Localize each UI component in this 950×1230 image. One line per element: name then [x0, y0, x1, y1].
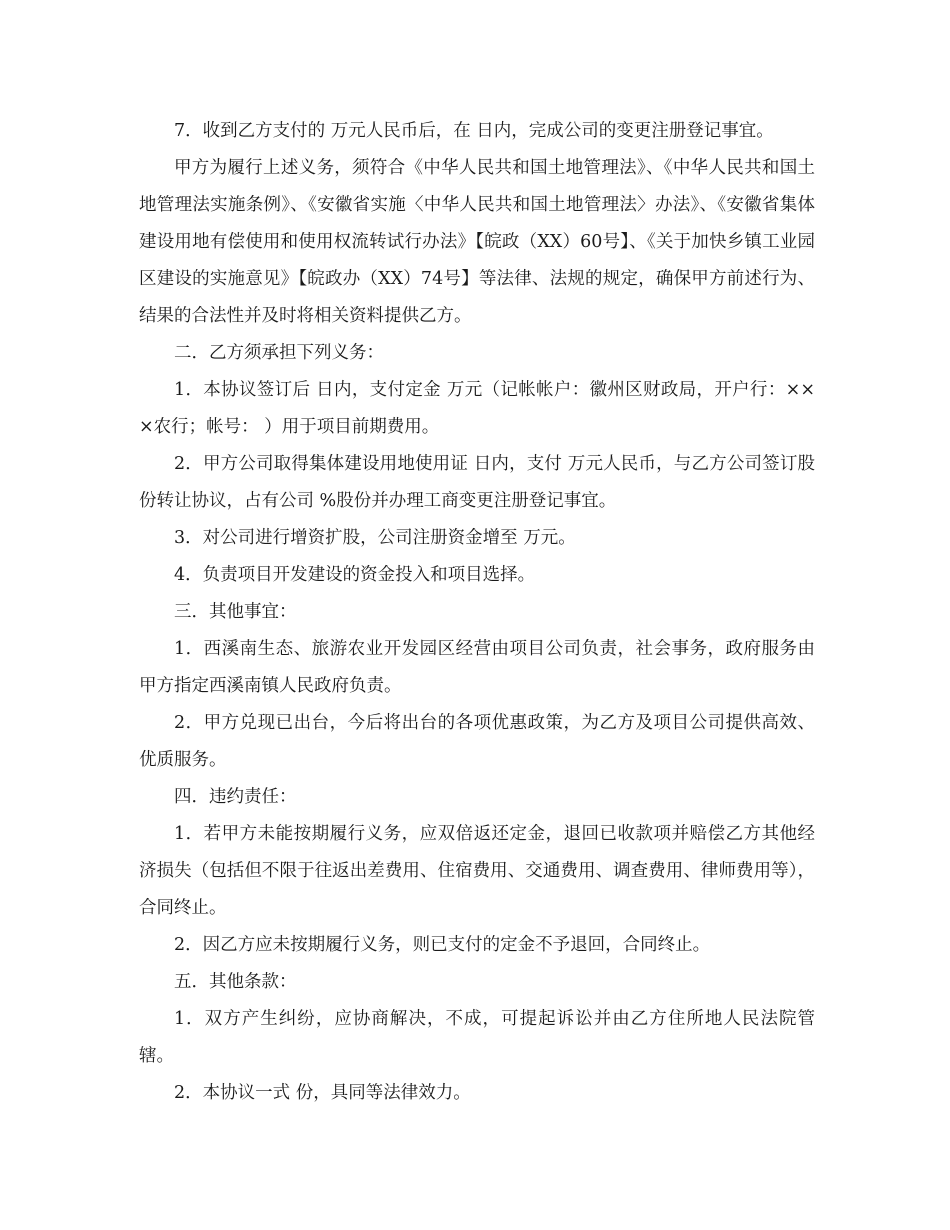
paragraph-breach-clause-1: 1．若甲方未能按期履行义务，应双倍返还定金，退回已收款项并赔偿乙方其他经济损失（包括但不限于往返出差费用、住宿费用、交通费用、调查费用、律师费用等），合同终止。 [139, 824, 815, 918]
section-heading-breach-liability: 四．违约责任： [174, 787, 297, 807]
section-heading-other-matters: 三．其他事宜： [174, 602, 297, 622]
section-heading-other-terms: 五．其他条款： [174, 972, 297, 992]
document-body [139, 113, 815, 1112]
paragraph-terms-clause-1: 1．双方产生纠纷，应协商解决，不成，可提起诉讼并由乙方住所地人民法院管辖。 [139, 1009, 815, 1066]
paragraph-legal-basis: 甲方为履行上述义务，须符合《中华人民共和国土地管理法》、《中华人民共和国土地管理法实施条例》、《安徽省实施〈中华人民共和国土地管理法〉办法》、《安徽省集体建设用地有偿使用和使用权流转试行办法》【皖政（XX）60号】、《关于加快乡镇工业园区建设的实施意见》【皖政办（XX）74号】等法律、法规的规定，确保甲方前述行为、结果的合法性并及时将相关资料提供乙方。 [139, 158, 815, 326]
paragraph-b-clause-2: 2．甲方公司取得集体建设用地使用证 日内，支付 万元人民币，与乙方公司签订股份转让协议，占有公司 %股份并办理工商变更注册登记事宜。 [139, 454, 815, 511]
paragraph-clause-7: 7．收到乙方支付的 万元人民币后，在 日内，完成公司的变更注册登记事宜。 [174, 121, 774, 141]
paragraph-b-clause-1: 1．本协议签订后 日内，支付定金 万元（记帐帐户：徽州区财政局，开户行：×××农行；帐号： ）用于项目前期费用。 [139, 380, 815, 437]
paragraph-other-clause-2: 2．甲方兑现已出台，今后将出台的各项优惠政策，为乙方及项目公司提供高效、优质服务。 [139, 713, 815, 770]
paragraph-other-clause-1: 1．西溪南生态、旅游农业开发园区经营由项目公司负责，社会事务，政府服务由甲方指定西溪南镇人民政府负责。 [139, 639, 815, 696]
paragraph-b-clause-3: 3．对公司进行增资扩股，公司注册资金增至 万元。 [174, 528, 576, 548]
paragraph-terms-clause-2: 2．本协议一式 份，具同等法律效力。 [174, 1083, 471, 1103]
paragraph-b-clause-4: 4．负责项目开发建设的资金投入和项目选择。 [174, 565, 536, 585]
section-heading-party-b-obligations: 二．乙方须承担下列义务： [174, 343, 384, 363]
paragraph-breach-clause-2: 2．因乙方应未按期履行义务，则已支付的定金不予退回，合同终止。 [174, 935, 711, 955]
